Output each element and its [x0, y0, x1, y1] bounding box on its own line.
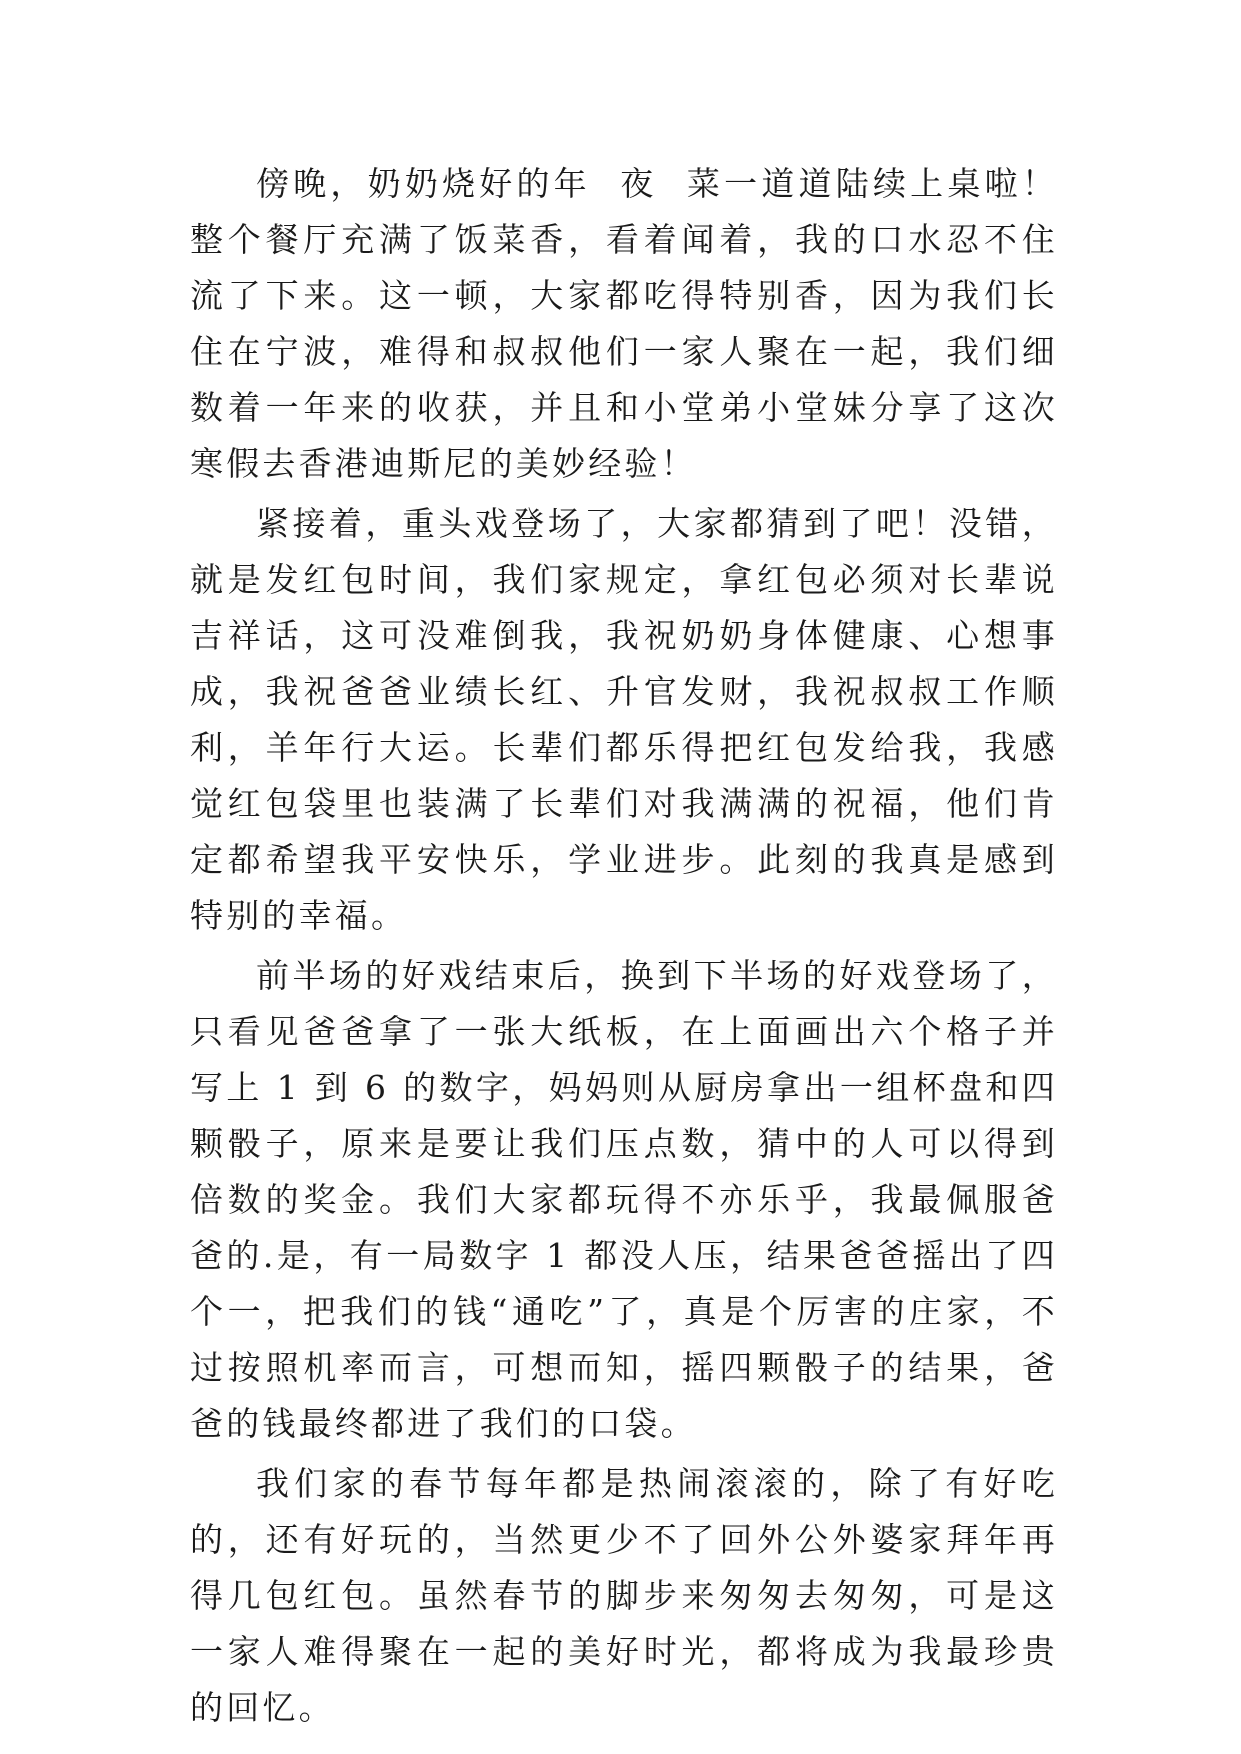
paragraph-1: 傍晚，奶奶烧好的年 夜 菜一道道陆续上桌啦！整个餐厅充满了饭菜香，看着闻着，我的口水忍不住流了下来。这一顿，大家都吃得特别香，因为我们长住在宁波，难得和叔叔他们一家人聚在一起，我们细数着一年来的收获，并且和小堂弟小堂妹分享了这次寒假去香港迪斯尼的美妙经验！: [190, 164, 1058, 483]
paragraph-2: 紧接着，重头戏登场了，大家都猜到了吧！没错，就是发红包时间，我们家规定，拿红包必须对长辈说吉祥话，这可没难倒我，我祝奶奶身体健康、心想事成，我祝爸爸业绩长红、升官发财，我祝叔叔工作顺利，羊年行大运。长辈们都乐得把红包发给我，我感觉红包袋里也装满了长辈们对我满满的祝福，他们肯定都希望我平安快乐，学业进步。此刻的我真是感到特别的幸福。: [190, 504, 1058, 935]
paragraph-3: 前半场的好戏结束后，换到下半场的好戏登场了，只看见爸爸拿了一张大纸板，在上面画出六个格子并写上 1 到 6 的数字，妈妈则从厨房拿出一组杯盘和四颗骰子，原来是要让我们压点数，猜中的人可以得到倍数的奖金。我们大家都玩得不亦乐乎，我最佩服爸爸的.是，有一局数字 1 都没人压，结果爸爸摇出了四个一，把我们的钱“通吃”了，真是个厉害的庄家，不过按照机率而言，可想而知，摇四颗骰子的结果，爸爸的钱最终都进了我们的口袋。: [190, 956, 1058, 1443]
essay-body: [190, 156, 1058, 1740]
paragraph-4: 我们家的春节每年都是热闹滚滚的，除了有好吃的，还有好玩的，当然更少不了回外公外婆家拜年再得几包红包。虽然春节的脚步来匆匆去匆匆，可是这一家人难得聚在一起的美好时光，都将成为我最珍贵的回忆。: [190, 1464, 1058, 1727]
